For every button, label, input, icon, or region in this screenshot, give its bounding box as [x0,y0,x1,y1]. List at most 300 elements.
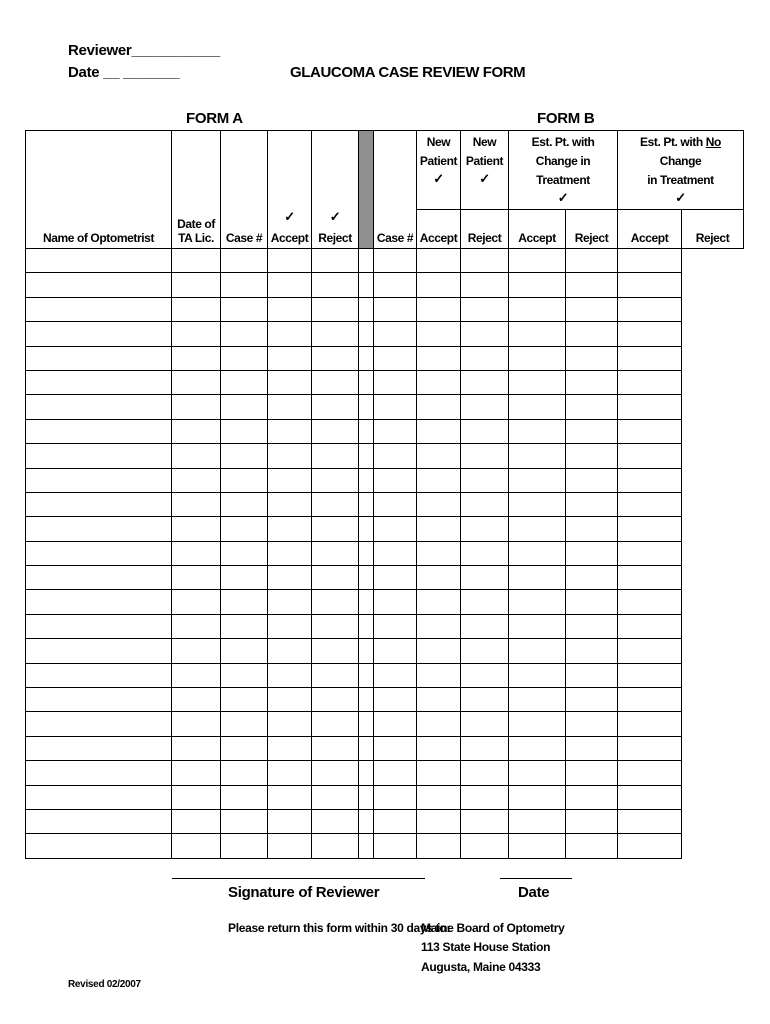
cell-new-accept[interactable] [374,614,417,638]
cell-reject-a[interactable] [312,541,359,565]
cell-accept-a[interactable] [268,468,312,492]
cell-case-b[interactable] [359,492,374,516]
cell-change-accept[interactable] [461,809,509,833]
cell-change-reject[interactable] [509,712,566,736]
cell-change-reject[interactable] [509,614,566,638]
cell-case-b[interactable] [359,785,374,809]
cell-accept-a[interactable] [268,273,312,297]
cell-accept-a[interactable] [268,541,312,565]
cell-change-reject[interactable] [509,663,566,687]
cell-case-b[interactable] [359,249,374,273]
cell-accept-a[interactable] [268,297,312,321]
cell-name[interactable] [26,688,172,712]
cell-nochange-accept[interactable] [566,249,618,273]
cell-new-accept[interactable] [374,492,417,516]
cell-change-reject[interactable] [509,395,566,419]
cell-new-accept[interactable] [374,370,417,394]
cell-change-accept[interactable] [461,712,509,736]
cell-reject-a[interactable] [312,736,359,760]
cell-new-reject[interactable] [417,346,461,370]
cell-case-a[interactable] [221,736,268,760]
cell-change-accept[interactable] [461,297,509,321]
cell-case-b[interactable] [359,468,374,492]
cell-new-accept[interactable] [374,395,417,419]
cell-change-accept[interactable] [461,249,509,273]
cell-nochange-reject[interactable] [618,517,682,541]
cell-nochange-reject[interactable] [618,395,682,419]
cell-new-reject[interactable] [417,834,461,858]
cell-name[interactable] [26,370,172,394]
cell-date-ta-lic[interactable] [172,444,221,468]
cell-name[interactable] [26,541,172,565]
cell-new-accept[interactable] [374,663,417,687]
cell-reject-a[interactable] [312,517,359,541]
cell-nochange-reject[interactable] [618,297,682,321]
cell-case-a[interactable] [221,566,268,590]
cell-nochange-accept[interactable] [566,395,618,419]
cell-nochange-reject[interactable] [618,492,682,516]
cell-date-ta-lic[interactable] [172,834,221,858]
cell-change-reject[interactable] [509,444,566,468]
cell-case-a[interactable] [221,614,268,638]
cell-accept-a[interactable] [268,419,312,443]
cell-date-ta-lic[interactable] [172,785,221,809]
cell-nochange-accept[interactable] [566,614,618,638]
cell-change-accept[interactable] [461,322,509,346]
cell-change-accept[interactable] [461,444,509,468]
cell-reject-a[interactable] [312,468,359,492]
cell-accept-a[interactable] [268,444,312,468]
cell-new-reject[interactable] [417,273,461,297]
cell-reject-a[interactable] [312,761,359,785]
cell-change-accept[interactable] [461,785,509,809]
cell-date-ta-lic[interactable] [172,419,221,443]
cell-nochange-reject[interactable] [618,785,682,809]
cell-new-reject[interactable] [417,395,461,419]
cell-change-accept[interactable] [461,492,509,516]
cell-reject-a[interactable] [312,614,359,638]
cell-case-a[interactable] [221,517,268,541]
cell-new-accept[interactable] [374,419,417,443]
cell-accept-a[interactable] [268,517,312,541]
cell-date-ta-lic[interactable] [172,297,221,321]
cell-new-accept[interactable] [374,639,417,663]
cell-reject-a[interactable] [312,322,359,346]
cell-nochange-accept[interactable] [566,663,618,687]
cell-date-ta-lic[interactable] [172,712,221,736]
cell-accept-a[interactable] [268,492,312,516]
cell-accept-a[interactable] [268,346,312,370]
cell-change-reject[interactable] [509,419,566,443]
cell-accept-a[interactable] [268,663,312,687]
cell-nochange-accept[interactable] [566,736,618,760]
cell-date-ta-lic[interactable] [172,273,221,297]
cell-new-accept[interactable] [374,761,417,785]
cell-change-accept[interactable] [461,517,509,541]
cell-change-reject[interactable] [509,785,566,809]
cell-case-b[interactable] [359,688,374,712]
cell-accept-a[interactable] [268,370,312,394]
cell-nochange-accept[interactable] [566,492,618,516]
cell-new-reject[interactable] [417,712,461,736]
cell-reject-a[interactable] [312,370,359,394]
cell-case-a[interactable] [221,346,268,370]
cell-change-reject[interactable] [509,297,566,321]
cell-date-ta-lic[interactable] [172,492,221,516]
cell-case-a[interactable] [221,273,268,297]
cell-accept-a[interactable] [268,590,312,614]
cell-change-reject[interactable] [509,590,566,614]
cell-change-accept[interactable] [461,541,509,565]
cell-new-reject[interactable] [417,468,461,492]
cell-case-a[interactable] [221,444,268,468]
cell-change-accept[interactable] [461,736,509,760]
cell-date-ta-lic[interactable] [172,761,221,785]
cell-new-accept[interactable] [374,809,417,833]
cell-case-a[interactable] [221,590,268,614]
cell-reject-a[interactable] [312,590,359,614]
cell-case-b[interactable] [359,395,374,419]
cell-new-reject[interactable] [417,492,461,516]
cell-nochange-reject[interactable] [618,688,682,712]
cell-nochange-accept[interactable] [566,444,618,468]
cell-case-a[interactable] [221,370,268,394]
cell-case-a[interactable] [221,712,268,736]
cell-nochange-accept[interactable] [566,639,618,663]
cell-nochange-reject[interactable] [618,663,682,687]
cell-change-accept[interactable] [461,614,509,638]
cell-new-accept[interactable] [374,736,417,760]
cell-nochange-accept[interactable] [566,541,618,565]
cell-nochange-reject[interactable] [618,273,682,297]
cell-nochange-accept[interactable] [566,370,618,394]
cell-reject-a[interactable] [312,688,359,712]
cell-accept-a[interactable] [268,736,312,760]
cell-new-accept[interactable] [374,688,417,712]
cell-name[interactable] [26,468,172,492]
cell-new-reject[interactable] [417,614,461,638]
cell-change-accept[interactable] [461,688,509,712]
cell-nochange-accept[interactable] [566,297,618,321]
cell-nochange-reject[interactable] [618,712,682,736]
cell-new-reject[interactable] [417,419,461,443]
cell-case-a[interactable] [221,541,268,565]
cell-accept-a[interactable] [268,322,312,346]
cell-new-reject[interactable] [417,590,461,614]
cell-name[interactable] [26,395,172,419]
cell-change-accept[interactable] [461,370,509,394]
cell-change-reject[interactable] [509,370,566,394]
cell-change-reject[interactable] [509,273,566,297]
cell-case-b[interactable] [359,566,374,590]
cell-nochange-reject[interactable] [618,761,682,785]
cell-new-accept[interactable] [374,444,417,468]
cell-case-b[interactable] [359,517,374,541]
cell-accept-a[interactable] [268,249,312,273]
cell-change-reject[interactable] [509,249,566,273]
cell-new-reject[interactable] [417,639,461,663]
signature-line[interactable] [172,878,425,879]
cell-reject-a[interactable] [312,663,359,687]
cell-accept-a[interactable] [268,395,312,419]
cell-change-accept[interactable] [461,468,509,492]
cell-new-accept[interactable] [374,322,417,346]
cell-nochange-accept[interactable] [566,688,618,712]
cell-change-reject[interactable] [509,834,566,858]
cell-case-a[interactable] [221,395,268,419]
cell-nochange-reject[interactable] [618,614,682,638]
cell-reject-a[interactable] [312,346,359,370]
cell-nochange-reject[interactable] [618,541,682,565]
cell-nochange-reject[interactable] [618,834,682,858]
cell-new-reject[interactable] [417,663,461,687]
cell-accept-a[interactable] [268,785,312,809]
cell-new-reject[interactable] [417,444,461,468]
cell-accept-a[interactable] [268,639,312,663]
cell-case-b[interactable] [359,736,374,760]
cell-name[interactable] [26,346,172,370]
cell-reject-a[interactable] [312,712,359,736]
cell-change-accept[interactable] [461,590,509,614]
cell-change-reject[interactable] [509,517,566,541]
cell-change-accept[interactable] [461,395,509,419]
cell-name[interactable] [26,712,172,736]
cell-new-reject[interactable] [417,785,461,809]
cell-case-a[interactable] [221,322,268,346]
cell-name[interactable] [26,663,172,687]
cell-change-accept[interactable] [461,346,509,370]
cell-accept-a[interactable] [268,712,312,736]
cell-name[interactable] [26,809,172,833]
cell-change-reject[interactable] [509,566,566,590]
cell-name[interactable] [26,273,172,297]
cell-nochange-reject[interactable] [618,468,682,492]
cell-new-reject[interactable] [417,370,461,394]
cell-nochange-reject[interactable] [618,736,682,760]
cell-name[interactable] [26,614,172,638]
cell-nochange-accept[interactable] [566,517,618,541]
cell-date-ta-lic[interactable] [172,346,221,370]
cell-nochange-reject[interactable] [618,370,682,394]
cell-nochange-reject[interactable] [618,809,682,833]
cell-case-b[interactable] [359,322,374,346]
cell-case-b[interactable] [359,297,374,321]
cell-date-ta-lic[interactable] [172,370,221,394]
cell-new-reject[interactable] [417,297,461,321]
cell-date-ta-lic[interactable] [172,736,221,760]
cell-case-b[interactable] [359,663,374,687]
cell-reject-a[interactable] [312,809,359,833]
cell-accept-a[interactable] [268,809,312,833]
cell-nochange-accept[interactable] [566,834,618,858]
cell-case-b[interactable] [359,273,374,297]
cell-date-ta-lic[interactable] [172,639,221,663]
cell-name[interactable] [26,639,172,663]
cell-new-accept[interactable] [374,541,417,565]
reviewer-field[interactable]: Reviewer___________ [68,42,220,59]
cell-nochange-accept[interactable] [566,712,618,736]
cell-change-accept[interactable] [461,639,509,663]
cell-new-accept[interactable] [374,590,417,614]
cell-change-accept[interactable] [461,566,509,590]
cell-case-b[interactable] [359,346,374,370]
cell-reject-a[interactable] [312,492,359,516]
cell-change-reject[interactable] [509,809,566,833]
cell-date-ta-lic[interactable] [172,566,221,590]
cell-case-a[interactable] [221,834,268,858]
cell-name[interactable] [26,736,172,760]
cell-nochange-accept[interactable] [566,809,618,833]
cell-reject-a[interactable] [312,419,359,443]
cell-new-reject[interactable] [417,322,461,346]
cell-case-b[interactable] [359,712,374,736]
cell-case-b[interactable] [359,614,374,638]
cell-date-ta-lic[interactable] [172,395,221,419]
cell-nochange-accept[interactable] [566,346,618,370]
cell-case-b[interactable] [359,419,374,443]
cell-change-accept[interactable] [461,761,509,785]
cell-change-reject[interactable] [509,761,566,785]
cell-date-ta-lic[interactable] [172,517,221,541]
cell-case-a[interactable] [221,809,268,833]
cell-name[interactable] [26,761,172,785]
cell-change-accept[interactable] [461,273,509,297]
cell-case-a[interactable] [221,468,268,492]
cell-new-accept[interactable] [374,297,417,321]
cell-date-ta-lic[interactable] [172,590,221,614]
cell-nochange-reject[interactable] [618,590,682,614]
cell-new-reject[interactable] [417,761,461,785]
cell-case-b[interactable] [359,590,374,614]
cell-nochange-reject[interactable] [618,249,682,273]
cell-accept-a[interactable] [268,614,312,638]
cell-name[interactable] [26,249,172,273]
cell-date-ta-lic[interactable] [172,614,221,638]
cell-case-a[interactable] [221,663,268,687]
cell-nochange-accept[interactable] [566,468,618,492]
cell-new-accept[interactable] [374,712,417,736]
signature-date-line[interactable] [500,878,572,879]
cell-case-b[interactable] [359,834,374,858]
cell-reject-a[interactable] [312,273,359,297]
cell-new-accept[interactable] [374,249,417,273]
cell-name[interactable] [26,785,172,809]
cell-name[interactable] [26,492,172,516]
cell-date-ta-lic[interactable] [172,322,221,346]
cell-case-a[interactable] [221,761,268,785]
cell-new-accept[interactable] [374,517,417,541]
cell-new-accept[interactable] [374,785,417,809]
cell-change-accept[interactable] [461,663,509,687]
cell-new-reject[interactable] [417,688,461,712]
cell-nochange-accept[interactable] [566,273,618,297]
cell-new-reject[interactable] [417,566,461,590]
cell-change-reject[interactable] [509,322,566,346]
cell-case-b[interactable] [359,639,374,663]
cell-nochange-accept[interactable] [566,761,618,785]
cell-new-accept[interactable] [374,834,417,858]
cell-name[interactable] [26,322,172,346]
cell-nochange-reject[interactable] [618,322,682,346]
cell-case-b[interactable] [359,809,374,833]
cell-case-a[interactable] [221,785,268,809]
cell-name[interactable] [26,834,172,858]
cell-case-a[interactable] [221,639,268,663]
cell-reject-a[interactable] [312,834,359,858]
cell-change-reject[interactable] [509,541,566,565]
cell-accept-a[interactable] [268,834,312,858]
cell-name[interactable] [26,590,172,614]
cell-new-reject[interactable] [417,249,461,273]
cell-reject-a[interactable] [312,395,359,419]
cell-change-reject[interactable] [509,736,566,760]
cell-date-ta-lic[interactable] [172,663,221,687]
cell-name[interactable] [26,444,172,468]
cell-change-reject[interactable] [509,346,566,370]
cell-case-b[interactable] [359,541,374,565]
cell-change-reject[interactable] [509,639,566,663]
cell-reject-a[interactable] [312,249,359,273]
cell-nochange-reject[interactable] [618,346,682,370]
cell-date-ta-lic[interactable] [172,809,221,833]
cell-change-reject[interactable] [509,468,566,492]
cell-name[interactable] [26,566,172,590]
cell-new-reject[interactable] [417,517,461,541]
cell-accept-a[interactable] [268,761,312,785]
cell-reject-a[interactable] [312,297,359,321]
cell-change-accept[interactable] [461,419,509,443]
cell-nochange-accept[interactable] [566,419,618,443]
cell-new-reject[interactable] [417,541,461,565]
cell-new-accept[interactable] [374,346,417,370]
cell-nochange-reject[interactable] [618,639,682,663]
cell-change-reject[interactable] [509,492,566,516]
cell-case-a[interactable] [221,297,268,321]
cell-nochange-accept[interactable] [566,322,618,346]
cell-name[interactable] [26,297,172,321]
cell-change-reject[interactable] [509,688,566,712]
cell-case-a[interactable] [221,492,268,516]
cell-date-ta-lic[interactable] [172,249,221,273]
cell-date-ta-lic[interactable] [172,468,221,492]
cell-nochange-accept[interactable] [566,566,618,590]
cell-case-a[interactable] [221,688,268,712]
cell-case-b[interactable] [359,761,374,785]
cell-case-a[interactable] [221,419,268,443]
cell-new-reject[interactable] [417,736,461,760]
cell-nochange-accept[interactable] [566,590,618,614]
cell-change-accept[interactable] [461,834,509,858]
cell-accept-a[interactable] [268,566,312,590]
cell-reject-a[interactable] [312,639,359,663]
cell-reject-a[interactable] [312,444,359,468]
cell-new-accept[interactable] [374,566,417,590]
cell-accept-a[interactable] [268,688,312,712]
cell-date-ta-lic[interactable] [172,541,221,565]
cell-nochange-reject[interactable] [618,419,682,443]
cell-reject-a[interactable] [312,566,359,590]
cell-new-accept[interactable] [374,468,417,492]
cell-nochange-accept[interactable] [566,785,618,809]
cell-new-accept[interactable] [374,273,417,297]
cell-name[interactable] [26,517,172,541]
cell-case-b[interactable] [359,370,374,394]
date-field[interactable]: Date __ _______ [68,64,180,81]
cell-case-b[interactable] [359,444,374,468]
cell-nochange-reject[interactable] [618,444,682,468]
cell-case-a[interactable] [221,249,268,273]
cell-date-ta-lic[interactable] [172,688,221,712]
